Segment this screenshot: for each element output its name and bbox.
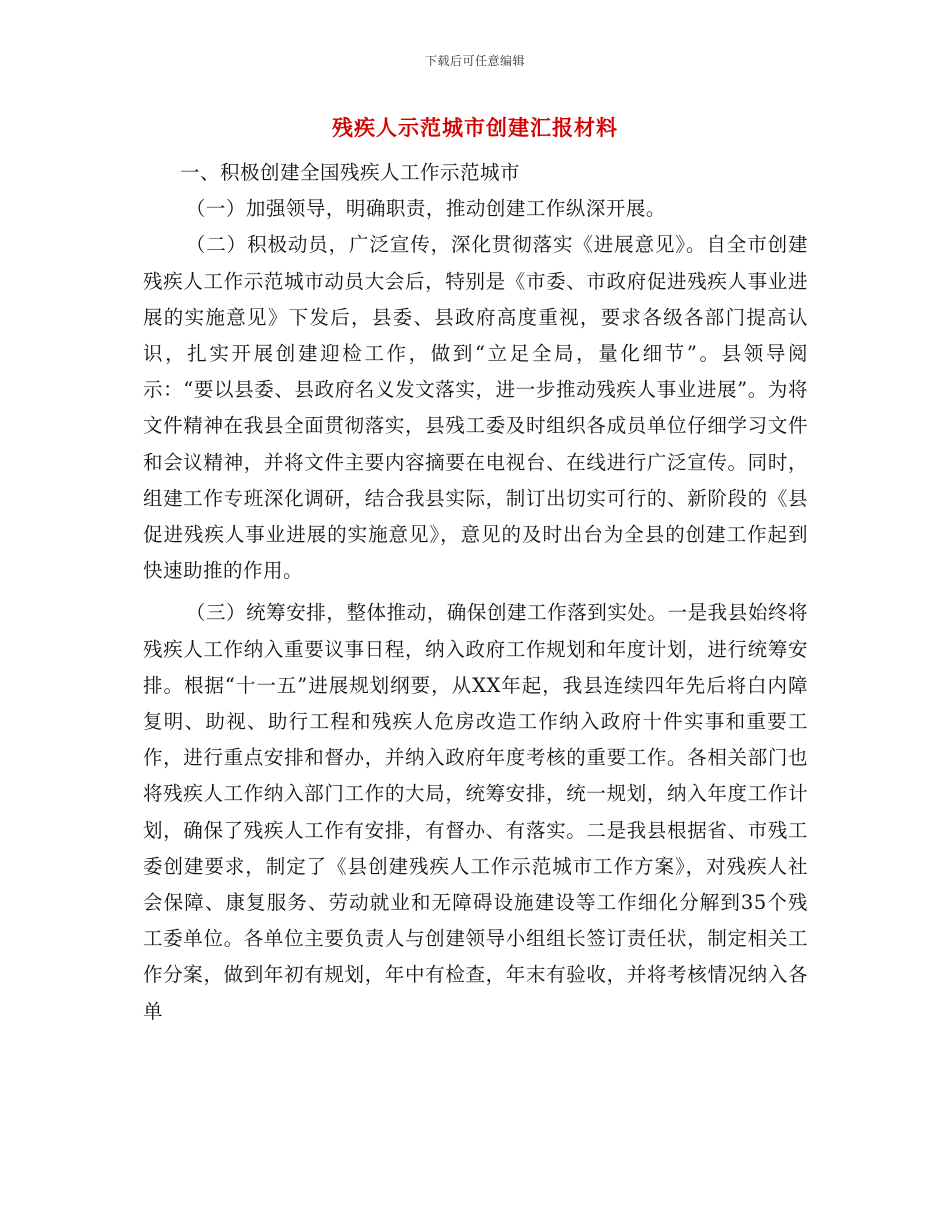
document-body: [143, 155, 808, 1030]
subsection-heading-1: （一）加强领导，明确职责，推动创建工作纵深开展。: [185, 197, 666, 221]
section-heading-1: 一、积极创建全国残疾人工作示范城市: [180, 161, 521, 184]
paragraph-3: （三）统筹安排，整体推动，确保创建工作落到实处。一是我县始终将残疾人工作纳入重要议事日程，纳入政府工作规划和年度计划，进行统筹安排。根据“十一五”进展规划纲要，从XX年起，我县连续四年先后将白内障复明、助视、助行工程和残疾人危房改造工作纳入政府十件实事和重要工作，进行重点安排和督办，并纳入政府年度考核的重要工作。各相关部门也将残疾人工作纳入部门工作的大局，统筹安排，统一规划，纳入年度工作计划，确保了残疾人工作有安排，有督办、有落实。二是我县根据省、市残工委创建要求，制定了《县创建残疾人工作示范城市工作方案》，对残疾人社会保障、康复服务、劳动就业和无障碍设施建设等工作细化分解到35个残工委单位。各单位主要负责人与创建领导小组组长签订责任状，制定相关工作分案，做到年初有规划，年中有检查，年末有验收，并将考核情况纳入各单: [143, 601, 808, 1023]
document-title: 残疾人示范城市创建汇报材料: [332, 115, 618, 140]
header-note: 下载后可任意编辑: [424, 54, 525, 68]
paragraph-2: （二）积极动员，广泛宣传，深化贯彻落实《进展意见》。自全市创建残疾人工作示范城市动员大会后，特别是《市委、市政府促进残疾人事业进展的实施意见》下发后，县委、县政府高度重视，要求各级各部门提高认识，扎实开展创建迎检工作，做到“立足全局，量化细节”。县领导阅示：“要以县委、县政府名义发文落实，进一步推动残疾人事业进展”。为将文件精神在我县全面贯彻落实，县残工委及时组织各成员单位仔细学习文件和会议精神，并将文件主要内容摘要在电视台、在线进行广泛宣传。同时，组建工作专班深化调研，结合我县实际，制订出切实可行的、新阶段的《县促进残疾人事业进展的实施意见》，意见的及时出台为全县的创建工作起到快速助推的作用。: [143, 233, 808, 583]
